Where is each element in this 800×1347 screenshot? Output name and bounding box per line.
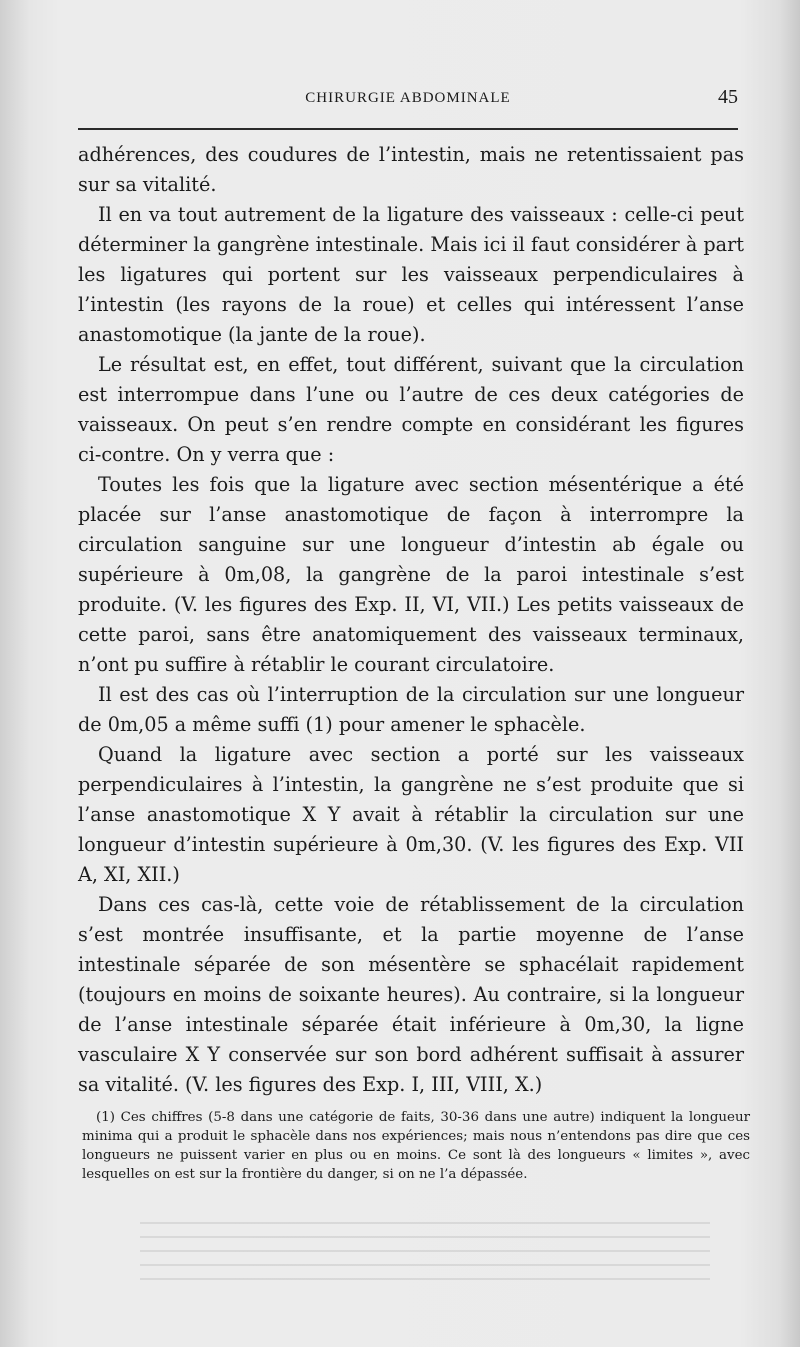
- paragraph-3: Le résultat est, en effet, tout différent, suivant que la circulation est interrompue dans l’une ou l’autre de ces deux catégories de vaisseaux. On peut s’en rendre compte en considérant les figures ci-contre. On y verra que :: [78, 353, 744, 466]
- paragraph-4: Toutes les fois que la ligature avec section mésentérique a été placée sur l’anse anastomotique de façon à interrompre la circulation sanguine sur une longueur d’intestin ab égale ou supérieure à 0m,08, la gangrène de la paroi intestinale s’est produite. (V. les figures des Exp. II, VI, VII.) Les petits vaisseaux de cette paroi, sans être anatomiquement des vaisseaux terminaux, n’ont pu suffire à rétablir le courant circulatoire.: [78, 473, 744, 676]
- footnote-1: (1) Ces chiffres (5-8 dans une catégorie de faits, 30-36 dans une autre) indiquent la longueur minima qui a produit le sphacèle dans nos expériences; mais nous n’entendons pas dire que ces longueurs ne puissent varier en plus ou en moins. Ce sont là des longueurs « limites », avec lesquelles on est sur la frontière du danger, si on ne l’a dépassée.: [82, 1110, 750, 1182]
- paragraph-5: Il est des cas où l’interruption de la circulation sur une longueur de 0m,05 a même suffi (1) pour amener le sphacèle.: [78, 683, 744, 736]
- show-through-print: [140, 1220, 710, 1280]
- paragraph-7: Dans ces cas-là, cette voie de rétablissement de la circulation s’est montrée insuffisante, et la partie moyenne de l’anse intestinale séparée de son mésentère se sphacélait rapidement (toujours en moins de soixante heures). Au contraire, si la longueur de l’anse intestinale séparée était inférieure à 0m,30, la ligne vasculaire X Y conservée sur son bord adhérent suffisait à assurer sa vitalité. (V. les figures des Exp. I, III, VIII, X.): [78, 893, 744, 1096]
- footnotes: [82, 1108, 750, 1184]
- paragraph-1: adhérences, des coudures de l’intestin, mais ne retentissaient pas sur sa vitalité.: [78, 143, 744, 196]
- body-text: [78, 140, 744, 1100]
- paragraph-6: Quand la ligature avec section a porté sur les vaisseaux perpendiculaires à l’intestin, la gangrène ne s’est produite que si l’anse anastomotique X Y avait à rétablir la circulation sur une longueur d’intestin supérieure à 0m,30. (V. les figures des Exp. VII A, XI, XII.): [78, 743, 744, 886]
- page-number: 45: [718, 86, 738, 108]
- page-header: [78, 86, 738, 116]
- header-rule: [78, 128, 738, 130]
- paragraph-2: Il en va tout autrement de la ligature des vaisseaux : celle-ci peut déterminer la gangrène intestinale. Mais ici il faut considérer à part les ligatures qui portent sur les vaisseaux perpendiculaires à l’intestin (les rayons de la roue) et celles qui intéressent l’anse anastomotique (la jante de la roue).: [78, 203, 744, 346]
- running-title: CHIRURGIE ABDOMINALE: [305, 90, 511, 106]
